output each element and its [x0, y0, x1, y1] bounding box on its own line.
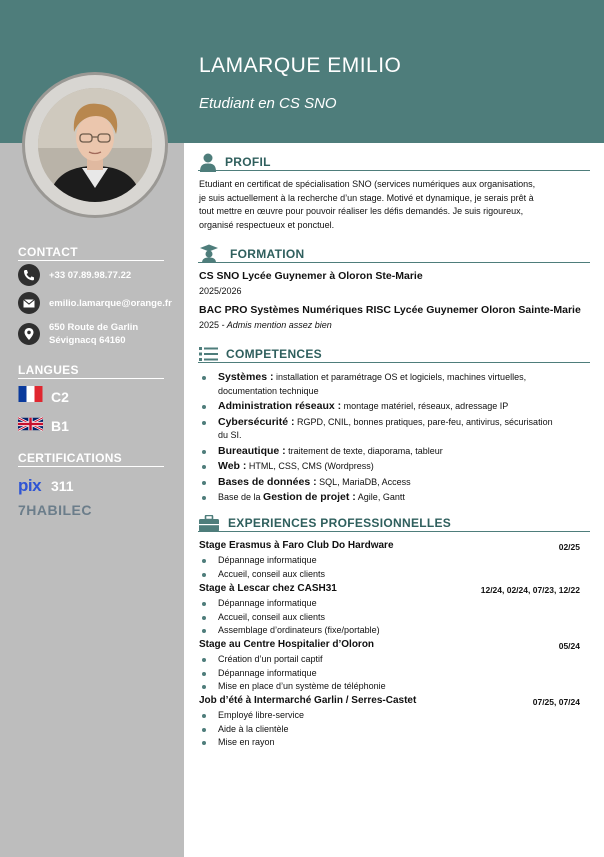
list-item: Dépannage informatique [199, 554, 590, 568]
list-item: Création d’un portail captif [199, 653, 590, 667]
email-address[interactable]: emilio.lamarque@orange.fr [49, 298, 172, 309]
profil-line: Etudiant en certificat de spécialisation SNO (services numériques aux organisations, [199, 179, 536, 189]
page-title: LAMARQUE EMILIO [199, 54, 402, 77]
language-level-1: C2 [51, 389, 69, 405]
experience-title: Job d’été à Intermarché Garlin / Serres-Castet [199, 695, 417, 706]
contact-divider [18, 260, 164, 261]
address-line-1: 650 Route de Garlin [49, 322, 139, 333]
formation-divider [198, 262, 590, 263]
languages-divider [18, 378, 164, 379]
experience-date: 07/25, 07/24 [532, 697, 580, 707]
briefcase-icon [199, 515, 219, 537]
habilec-logo-icon: 7HABILEC [18, 502, 93, 518]
formation-item-2-note: - Admis mention assez bien [219, 320, 332, 330]
list-item: Bases de données : SQL, MariaDB, Access [199, 476, 590, 490]
job-title: Etudiant en CS SNO [199, 95, 337, 112]
graduate-icon [199, 243, 219, 268]
person-icon [199, 153, 217, 178]
email-icon [18, 292, 40, 314]
experience-title: Stage à Lescar chez CASH31 [199, 583, 337, 594]
experience-title: Stage Erasmus à Faro Club Do Hardware [199, 540, 394, 551]
phone-icon [18, 264, 40, 286]
formation-item-2-year-line [199, 319, 332, 333]
experiences-title: EXPERIENCES PROFESSIONNELLES [228, 516, 452, 530]
formation-title: FORMATION [230, 247, 305, 261]
profil-text [199, 178, 590, 232]
contact-title: CONTACT [18, 245, 78, 259]
competences-divider [198, 362, 590, 363]
list-item: Dépannage informatique [199, 597, 590, 611]
experience-tasks [199, 709, 590, 750]
formation-item-1-name: CS SNO Lycée Guynemer à Oloron Ste-Marie [199, 270, 423, 282]
profil-divider [198, 170, 590, 171]
location-icon [18, 323, 40, 345]
list-item: Aide à la clientèle [199, 723, 590, 737]
list-item: Base de la Gestion de projet : Agile, Gantt [199, 491, 590, 505]
profil-line: organisé respectueux et ponctuel. [199, 219, 335, 230]
formation-item-1-year: 2025/2026 [199, 286, 242, 296]
phone-number[interactable]: +33 07.89.98.77.22 [49, 270, 132, 281]
list-item: Assemblage d’ordinateurs (fixe/portable) [199, 624, 590, 638]
profile-photo [38, 88, 152, 202]
competences-title: COMPETENCES [226, 347, 322, 361]
competences-list [199, 371, 590, 505]
languages-title: LANGUES [18, 363, 79, 377]
pix-score: 311 [51, 478, 74, 494]
list-item: Web : HTML, CSS, CMS (Wordpress) [199, 460, 590, 474]
address [49, 321, 138, 347]
list-icon [199, 346, 219, 367]
list-item: Accueil, conseil aux clients [199, 611, 590, 625]
pix-logo-icon: pix [18, 476, 42, 495]
list-item: Employé libre-service [199, 709, 590, 723]
list-item: Mise en rayon [199, 736, 590, 750]
list-item: Accueil, conseil aux clients [199, 568, 590, 582]
experience-tasks [199, 653, 590, 694]
experience-tasks [199, 597, 590, 638]
list-item: Dépannage informatique [199, 667, 590, 681]
profil-title: PROFIL [225, 155, 271, 169]
list-item: Systèmes : installation et paramétrage OS et logiciels, machines virtuelles, documentation technique [199, 371, 590, 398]
profil-line: tout mettre en œuvre pour pouvoir réaliser les défis demandés. Je suis rigoureux, [199, 206, 524, 216]
formation-item-2-name: BAC PRO Systèmes Numériques RISC Lycée Guynemer Oloron Sainte-Marie [199, 304, 581, 316]
address-line-2: Sévignacq 64160 [49, 335, 126, 346]
experience-title: Stage au Centre Hospitalier d’Oloron [199, 639, 375, 650]
france-flag-icon [18, 386, 43, 402]
formation-item-2-year: 2025 [199, 320, 220, 330]
experiences-divider [198, 531, 590, 532]
list-item: Bureautique : traitement de texte, diaporama, tableur [199, 445, 590, 459]
experience-date: 02/25 [558, 542, 580, 552]
certifications-divider [18, 466, 164, 467]
uk-flag-icon [18, 416, 43, 432]
experience-tasks [199, 554, 590, 581]
list-item: Administration réseaux : montage matériel, réseaux, adressage IP [199, 400, 590, 414]
profile-photo-frame [22, 72, 168, 218]
profil-line: je suis actuellement à la recherche d’un stage. Motivé et dynamique, je serais prêt à [199, 192, 534, 203]
certifications-title: CERTIFICATIONS [18, 451, 122, 465]
language-level-2: B1 [51, 418, 69, 434]
list-item: Mise en place d’un système de téléphonie [199, 680, 590, 694]
experience-date: 05/24 [558, 641, 580, 651]
experience-date: 12/24, 02/24, 07/23, 12/22 [480, 585, 580, 595]
list-item: Cybersécurité : RGPD, CNIL, bonnes pratiques, pare-feu, antivirus, sécurisation du SI. [199, 416, 590, 443]
